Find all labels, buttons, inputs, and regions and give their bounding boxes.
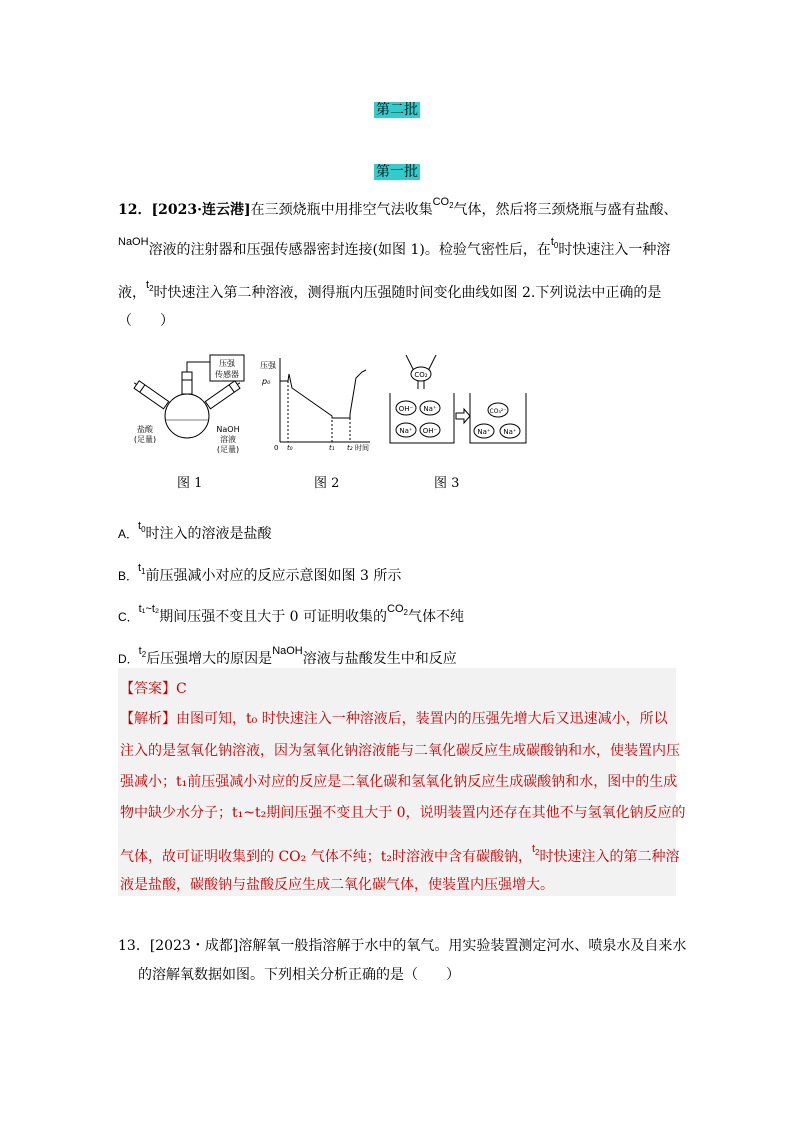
analysis-line-4: 物中缺少水分子；t₁~t₂期间压强不变且大于 0，说明装置内还存在其他不与氢氧化钠反应的 (120, 805, 686, 821)
q12-line-2: $^{NaOH}$溶液的注射器和压强传感器密封连接(如图 1)。检验气密性后，在$^{t_0}$时快速注入一种溶 (118, 236, 671, 258)
t1-label: t₁ (329, 444, 335, 452)
figure-1-apparatus (125, 350, 245, 460)
analysis-line-3: 强减小；t₁前压强减小对应的反应是二氧化碳和氢氧化钠反应生成碳酸钠和水，图中的生成 (120, 774, 678, 790)
analysis-line-2: 注入的是氢氧化钠溶液，因为氢氧化钠溶液能与二氧化碳反应生成碳酸钠和水，使装置内压 (120, 743, 680, 759)
q13-line-2: 的溶解氧数据如图。下列相关分析正确的是（ ） (138, 967, 460, 983)
co3-ion: CO₃²⁻ (489, 408, 507, 415)
sensor-label-1: 压强 (219, 359, 235, 368)
analysis-line-6: 液是盐酸，碳酸钠与盐酸反应生成二氧化碳气体，使装置内压强增大。 (120, 877, 554, 893)
x-axis-label: 时间 (355, 444, 369, 452)
q12-line-3: 液，$^{t_2}$时快速注入第二种溶液，测得瓶内压强随时间变化曲线如图 2.下列说法中正确的是 (118, 279, 662, 301)
na-ion-1: Na⁺ (423, 405, 437, 413)
figure-2-pressure-chart (258, 352, 376, 452)
origin-label: 0 (274, 444, 279, 452)
q13-line-1: 13．[2023・成都]溶解氧一般指溶解于水中的氧气。用实验装置测定河水、喷泉水及自来水 (118, 938, 687, 954)
co2-particle: CO₂ (414, 371, 428, 379)
sensor-label-2: 传感器 (215, 370, 239, 379)
oh-ion-2: OH⁻ (422, 427, 438, 435)
figure-3-reaction-diagram (388, 355, 528, 450)
na-ion-3: Na⁺ (477, 428, 491, 436)
figure-2-caption: 图 2 (314, 476, 340, 491)
naoh-solution-label: 溶液 (220, 435, 236, 444)
option-b: B．$^{t_1}$前压强减小对应的反应示意图如图 3 所示 (118, 562, 402, 584)
heading-first-batch: 第一批 (376, 164, 418, 180)
hcl-amount: (足量) (133, 435, 157, 444)
naoh-label: NaOH (216, 425, 240, 434)
option-a: A．$^{t_0}$时注入的溶液是盐酸 (118, 520, 272, 542)
option-c: C．$^{t_1\sim t_2}$期间压强不变且大于 0 可证明收集的$^{CO_2}$气体不纯 (118, 603, 464, 625)
figure-3-caption: 图 3 (434, 476, 460, 491)
analysis-line-1: 【解析】由图可知，t₀ 时快速注入一种溶液后，装置内的压强先增大后又迅速减小，所以 (120, 711, 668, 727)
analysis-line-5: 气体，故可证明收集到的 CO₂ 气体不纯；t₂时溶液中含有碳酸钠，$^{t_2}$时快速注入的第二种溶 (120, 843, 680, 865)
heading-second-batch: 第二批 (376, 102, 418, 118)
oh-ion-1: OH⁻ (398, 405, 414, 413)
t2-label: t₂ (347, 444, 353, 452)
q12-line-4: （ ） (118, 313, 174, 329)
answer-label: 【答案】C (120, 681, 187, 697)
y-axis-label: 压强 (260, 361, 276, 370)
figure-1-caption: 图 1 (177, 476, 203, 491)
na-ion-2: Na⁺ (399, 427, 413, 435)
co2-formula: CO2 (432, 196, 454, 211)
q12-line-1: 12．[2023·连云港]在三颈烧瓶中用排空气法收集$^{CO_2}$气体，然后将三颈烧瓶与盛有盐酸、 (118, 196, 678, 218)
option-d: D．$^{t_2}$后压强增大的原因是$^{NaOH}$溶液与盐酸发生中和反应 (118, 645, 457, 667)
p0-label: p₀ (262, 377, 271, 386)
hcl-label: 盐酸 (137, 425, 153, 434)
naoh-amount: (足量) (216, 445, 240, 454)
na-ion-4: Na⁺ (503, 428, 517, 436)
t0-label: t₀ (287, 444, 293, 452)
